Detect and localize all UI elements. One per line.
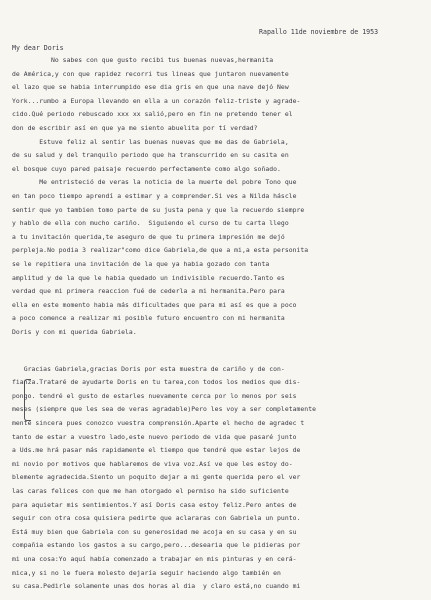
letter-line: en tan poco tiempo aprendí a estimar y a comprender.Si ves a Nilda háscle <box>12 192 297 200</box>
letter-line: pongo. tendré el gusto de estarles nuevamente cerca por lo menos por seis <box>12 391 297 400</box>
letter-line: York...rumbo a Europa llevando en ella a un corazón feliz-triste y agrade- <box>12 96 301 105</box>
letter-line: a tu invitación querida,te aseguro de que tu primera impresión me dejó <box>12 232 285 241</box>
letter-line: mente sincera pues conozco vuestra comprensión.Aparte el hecho de agradec t <box>12 419 305 427</box>
letter-line: de su salud y del tranquilo periodo que ha transcurrido en su casita en <box>12 151 289 160</box>
letter-line: para aquietar mis sentimientos.Y así Doris casa estoy feliz.Pero antes de <box>12 500 297 509</box>
letter-line: el lazo que se habia interrumpido ese dia gris en que una nave dejó New <box>12 83 289 92</box>
letter-line: ella en este momento habia más dificultades que para mi así es que a poco <box>12 300 297 309</box>
letter-line: perpleja.No podia 3 realizar"como dice Gabriela,de que a mi,a esta personita <box>12 246 309 255</box>
letter-line: seguir con otra cosa quisiera pedirte que aclararas con Gabriela un punto. <box>12 514 301 523</box>
letter-line: mi una cosa:Yo aquí había comenzado a trabajar en mis pinturas y en cerá- <box>12 555 297 563</box>
letter-line: su casa.Pedirle solamente unas dos horas al dia y claro está,no cuando mi <box>12 582 301 591</box>
letter-line: meses (siempre que les sea de veras agradable)Pero les voy a ser completamente <box>12 405 317 414</box>
letter-line: a poco comence a realizar mi posible futuro encuentro con mi hermanita <box>12 314 285 323</box>
letter-line: mi novio por motivos que hablaremos de viva voz.Así ve que les estoy do- <box>12 459 293 468</box>
letter-line: don de escribir así en que ya me siento abuelita por tí verdad? <box>12 124 258 132</box>
letter-line: cido.Qué periodo rebuscado xxx xx salió,pero en fin ne pretendo tener el <box>12 110 293 119</box>
letter-line: amplitud y de la que le habia quedado un indivisible recuerdo.Tanto es <box>12 273 285 282</box>
letter-line: verdad que mi primera reaccion fué de cederla a mi hermanita.Pero para <box>12 287 285 296</box>
letter-line: Está muy bien que Gabriela con su generosidad me acoja en su casa y en su <box>12 527 297 536</box>
letter-line: tanto de estar a vuestro lado,este nuevo periodo de vida que pasaré junto <box>12 432 297 441</box>
letter-line: Gracias Gabriela,gracias Doris por esta muestra de cariño y de con- <box>12 364 285 373</box>
letter-salutation: My dear Doris <box>12 44 64 52</box>
letter-line: y hablo de ella con mucho cariño. Siguiendo el curso de tu carta llego <box>12 219 289 228</box>
letter-line: el bosque cuyo pared paisaje recuerdo perfectamente como algo soñado. <box>12 164 281 173</box>
letter-line: Estuve feliz al sentir las buenas nuevas que me das de Gabriela, <box>12 137 289 146</box>
letter-line: Me entristeció de veras la noticia de la muerte del pobre Tono que <box>12 178 297 187</box>
letter-line: a Uds.me hrá pasar más rapidamente el tiempo que tendré que estar lejos de <box>12 446 301 455</box>
letter-line: fianza.Trataré de ayudarte Doris en tu tarea,con todos los medios que dis- <box>12 378 301 387</box>
letter-line: compañia estando los gastos a su cargo,pero...desearia que le pidieras por <box>12 541 301 550</box>
letter-line: se le repitiera una invitación de la que ya habia gozado con tanta <box>12 260 270 268</box>
letter-date: Rapallo 11de noviembre de 1953 <box>259 28 379 36</box>
letter-line: de América,y con que rapidez recorri tus lineas que juntaron nuevamente <box>12 69 289 78</box>
letter-line: No sabes con que gusto recibi tus buenas nuevas,hermanita <box>12 56 274 64</box>
letter-line: blemente agradecida.Siento un poquito dejar a mi gente querida pero el ver <box>12 473 301 482</box>
letter-line: mica,y si no le fuera molesto dejaría seguir haciendo algo también en <box>12 568 281 577</box>
letter-line: Doris y con mi querida Gabriela. <box>12 328 137 336</box>
letter-line: sentir que yo tambien tomo parte de su justa pena y que la recuerdo siempre <box>12 205 305 214</box>
letter-line: las caras felices con que me han otorgado el permiso ha sido suficiente <box>12 487 289 495</box>
